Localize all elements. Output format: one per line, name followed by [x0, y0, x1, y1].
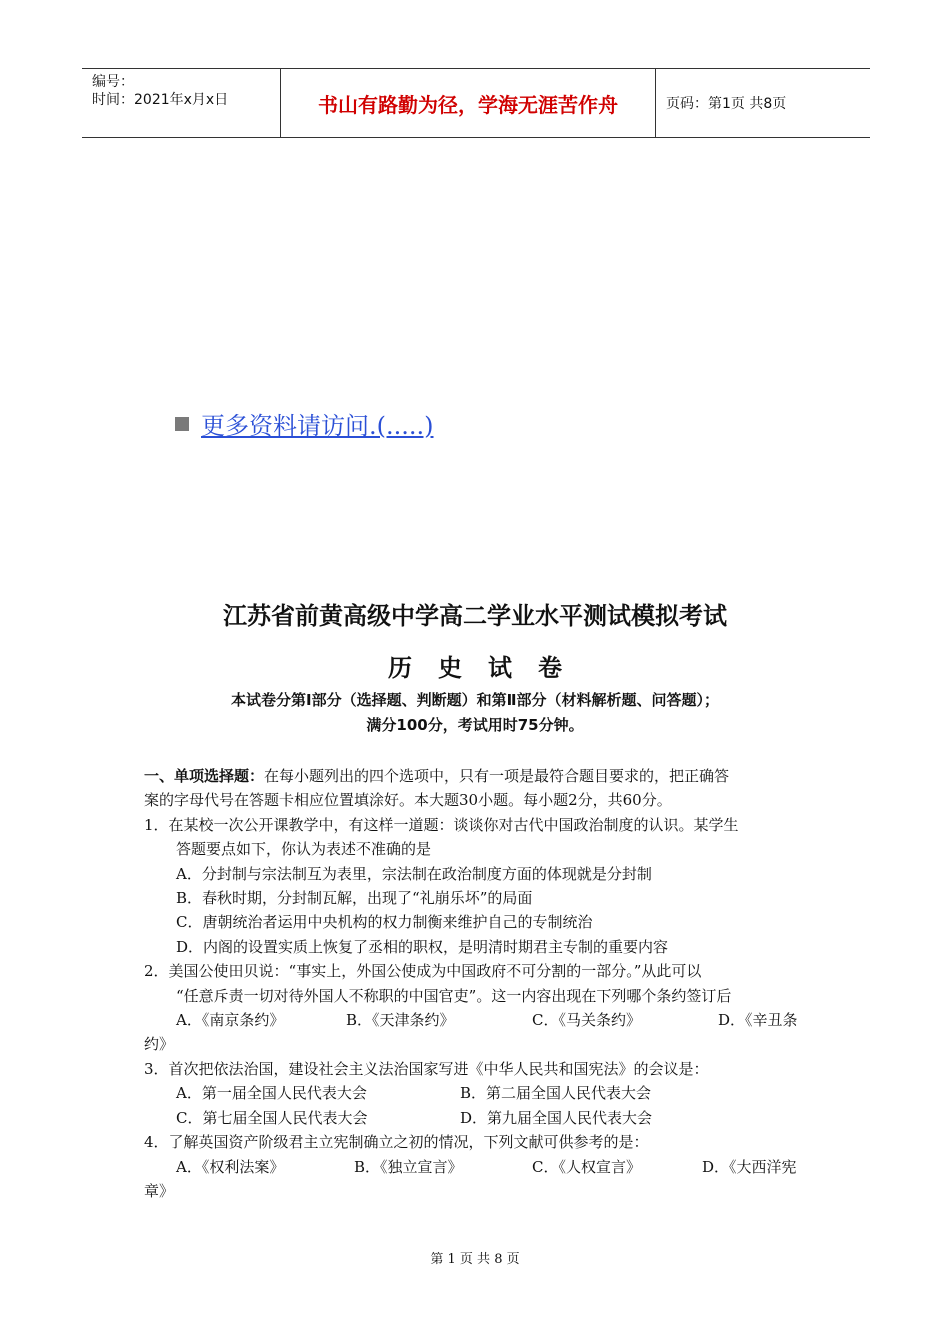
q3-options-ab: [144, 1081, 824, 1105]
more-resources-link[interactable]: 更多资料请访问.(.....): [201, 412, 434, 440]
more-resources: [175, 406, 434, 441]
q2-stem-1: 2．美国公使田贝说：“事实上，外国公使成为中国政府不可分割的一部分。”从此可以: [144, 962, 702, 981]
q3-option-c: C．第七届全国人民代表大会: [176, 1108, 368, 1127]
q3-option-d: D．第九届全国人民代表大会: [460, 1108, 653, 1127]
time-label: 时间：2021年x月x日: [92, 92, 229, 108]
exam-notes: [0, 688, 950, 738]
q3-option-b: B．第二届全国人民代表大会: [460, 1084, 652, 1103]
q1-stem-1: 1．在某校一次公开课教学中，有这样一道题：谈谈你对古代中国政治制度的认识。某学生: [144, 815, 739, 834]
q1-option-b: B．春秋时期，分封制瓦解，出现了“礼崩乐坏”的局面: [176, 889, 533, 908]
q2-options: [144, 1008, 824, 1032]
q4-options: [144, 1155, 824, 1179]
q3-stem: 3．首次把依法治国，建设社会主义法治国家写进《中华人民共和国宪法》的会议是：: [144, 1059, 709, 1078]
exam-note-1: 本试卷分第Ⅰ部分（选择题、判断题）和第Ⅱ部分（材料解析题、问答题）；: [231, 691, 719, 709]
q2-option-a: A．《南京条约》: [176, 1011, 285, 1030]
q1-option-d: D．内阁的设置实质上恢复了丞相的职权，是明清时期君主专制的重要内容: [176, 937, 669, 956]
q4-option-a: A．《权利法案》: [176, 1157, 285, 1176]
q1-option-a: A．分封制与宗法制互为表里，宗法制在政治制度方面的体现就是分封制: [176, 864, 652, 883]
q4-option-b: B．《独立宣言》: [354, 1157, 463, 1176]
q4-stem: 4．了解英国资产阶级君主立宪制确立之初的情况，下列文献可供参考的是：: [144, 1133, 649, 1152]
q2-option-b: B．《天津条约》: [346, 1011, 455, 1030]
section1-intro-2: 案的字母代号在答题卡相应位置填涂好。本大题30小题。每小题2分，共60分。: [144, 791, 672, 810]
q3-option-a: A．第一届全国人民代表大会: [176, 1084, 367, 1103]
page-footer: 第 1 页 共 8 页: [430, 1252, 520, 1267]
q2-stem-2: “任意斥责一切对待外国人不称职的中国官吏”。这一内容出现在下列哪个条约签订后: [176, 986, 732, 1005]
q1-stem-2: 答题要点如下，你认为表述不准确的是: [176, 840, 432, 859]
q4-option-d-cont: 章》: [144, 1181, 175, 1200]
subject-title: 历史试卷: [388, 654, 588, 682]
header-motto: 书山有路勤为径，学海无涯苦作舟: [280, 69, 656, 137]
q3-options-cd: [144, 1106, 824, 1130]
q2-option-d: D．《辛丑条: [718, 1011, 798, 1030]
exam-note-2: 满分100分，考试用时75分钟。: [366, 716, 584, 734]
section1-heading: 一、单项选择题：: [144, 767, 265, 785]
code-label: 编号：: [92, 74, 134, 90]
header-meta: [82, 69, 280, 137]
q1-option-c: C．唐朝统治者运用中央机构的权力制衡来维护自己的专制统治: [176, 913, 593, 932]
exam-title: 江苏省前黄高级中学高二学业水平测试模拟考试: [223, 602, 727, 630]
header-page-info: 页码：第1页 共8页: [666, 96, 787, 112]
section1-intro: [144, 764, 824, 788]
q4-option-c: C．《人权宣言》: [532, 1157, 641, 1176]
exam-body: [144, 764, 824, 1203]
section1-intro-1: 在每小题列出的四个选项中，只有一项是最符合题目要求的，把正确答: [264, 767, 730, 785]
q2-option-c: C．《马关条约》: [532, 1011, 641, 1030]
q4-option-d: D．《大西洋宪: [702, 1157, 797, 1176]
square-bullet-icon: [175, 417, 189, 431]
page-header: [82, 68, 870, 138]
q2-option-d-cont: 约》: [144, 1035, 175, 1054]
